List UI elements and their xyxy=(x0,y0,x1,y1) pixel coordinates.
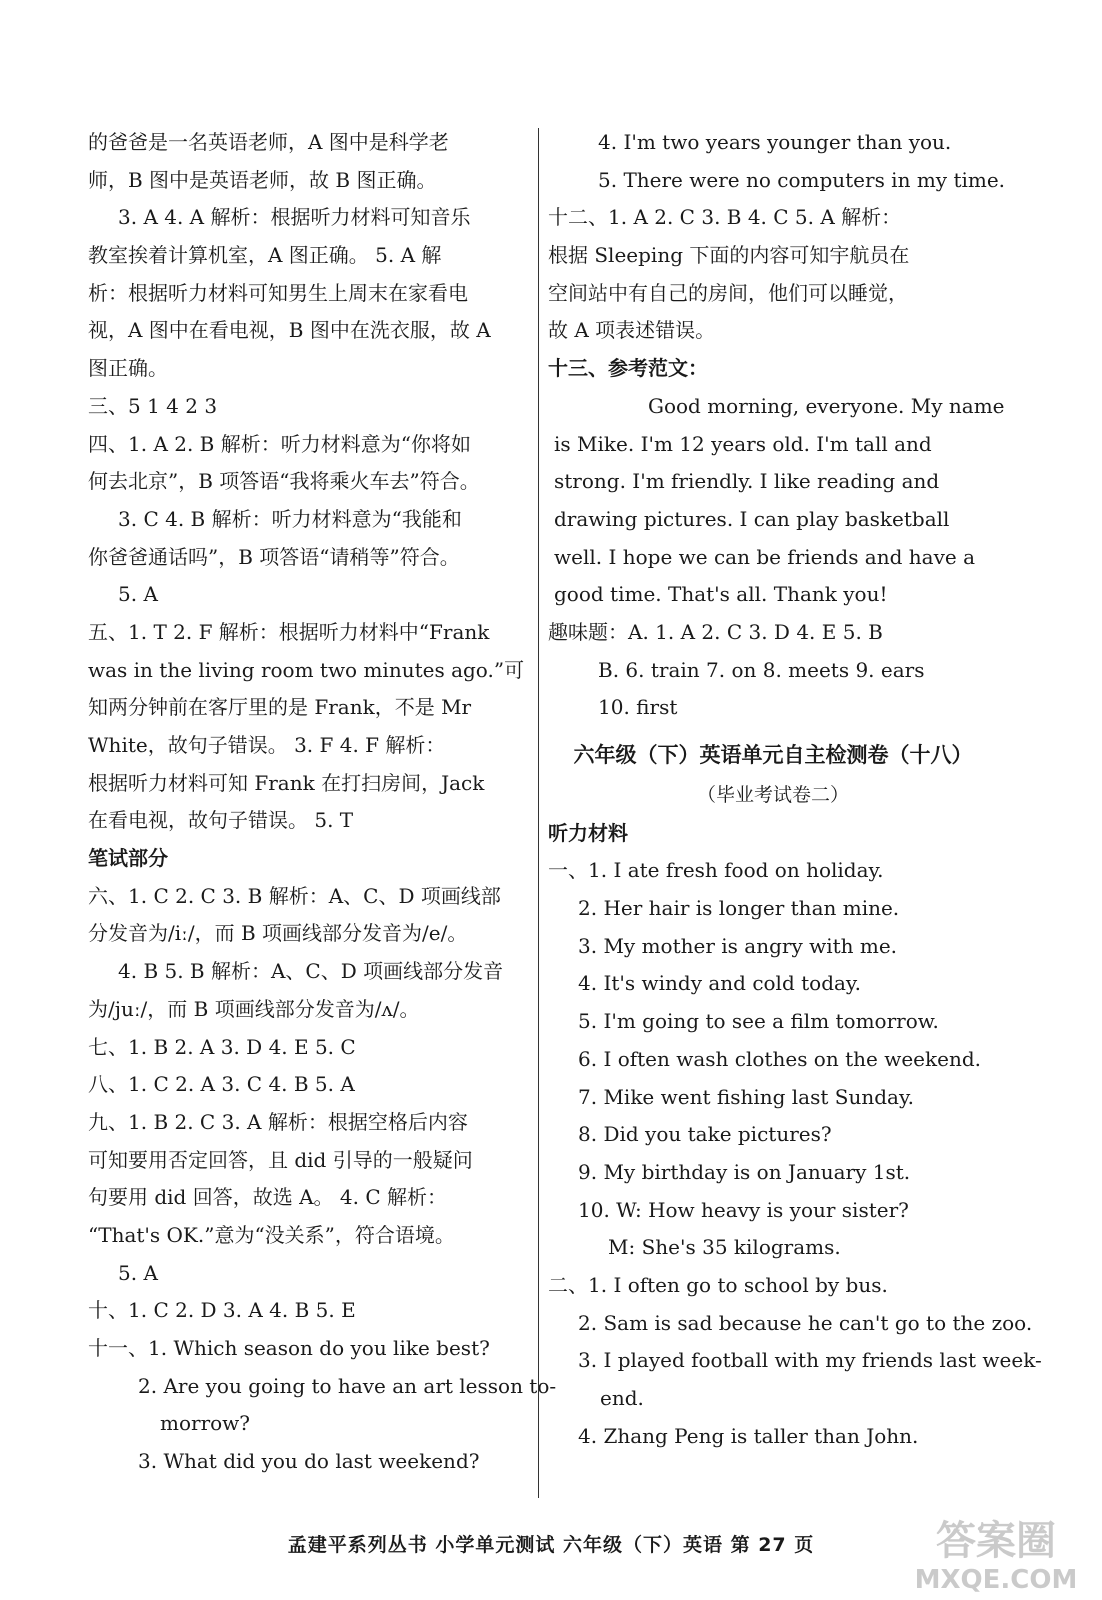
text-line: 2. Are you going to have an art lesson to- xyxy=(138,1373,557,1398)
left-column xyxy=(88,124,557,1481)
essay-line: good time. That's all. Thank you! xyxy=(554,582,888,607)
text-line: 空间站中有自己的房间，他们可以睡觉， xyxy=(548,280,908,305)
section-heading: 听力材料 xyxy=(548,820,628,845)
text-line: M: She's 35 kilograms. xyxy=(608,1235,841,1260)
text-line: morrow? xyxy=(160,1411,251,1436)
right-column xyxy=(548,124,1042,1455)
text-line: 你爸爸通话吗”，B 项答语“请稍等”符合。 xyxy=(88,544,460,569)
text-line: 5. There were no computers in my time. xyxy=(598,167,1006,192)
text-line: 一、1. I ate fresh food on holiday. xyxy=(548,858,884,883)
text-line: 根据 Sleeping 下面的内容可知宇航员在 xyxy=(548,243,910,268)
text-line: 九、1. B 2. C 3. A 解析：根据空格后内容 xyxy=(88,1109,468,1134)
page-footer: 孟建平系列丛书 小学单元测试 六年级（下）英语 第 27 页 xyxy=(287,1534,815,1556)
text-line: end. xyxy=(600,1386,644,1410)
text-line: 4. B 5. B 解析：A、C、D 项画线部分发音 xyxy=(118,959,504,984)
text-line: 析：根据听力材料可知男生上周末在家看电 xyxy=(88,280,468,305)
text-line: 5. I'm going to see a film tomorrow. xyxy=(578,1009,939,1034)
text-line: 教室挨着计算机室，A 图正确。 5. A 解 xyxy=(88,243,442,268)
test-title: 六年级（下）英语单元自主检测卷（十八） xyxy=(573,743,973,767)
text-line: 的爸爸是一名英语老师，A 图中是科学老 xyxy=(88,130,449,154)
text-line: 七、1. B 2. A 3. D 4. E 5. C xyxy=(88,1034,356,1059)
text-line: 4. It's windy and cold today. xyxy=(578,971,861,996)
text-line: 根据听力材料可知 Frank 在打扫房间，Jack xyxy=(88,770,485,795)
text-line: 2. Sam is sad because he can't go to the zoo. xyxy=(578,1310,1033,1335)
text-line: White，故句子错误。 3. F 4. F 解析： xyxy=(88,733,446,757)
essay-line: strong. I'm friendly. I like reading and xyxy=(554,469,940,494)
text-line: 趣味题：A. 1. A 2. C 3. D 4. E 5. B xyxy=(548,619,883,644)
text-line: 6. I often wash clothes on the weekend. xyxy=(578,1046,981,1071)
text-line: 图正确。 xyxy=(88,356,168,381)
text-line: 为/juː/，而 B 项画线部分发音为/ʌ/。 xyxy=(88,996,420,1021)
text-line: 3. What did you do last weekend? xyxy=(138,1449,480,1474)
text-line: 9. My birthday is on January 1st. xyxy=(578,1159,911,1184)
text-line: 3. My mother is angry with me. xyxy=(578,933,898,958)
text-line: 三、5 1 4 2 3 xyxy=(88,393,218,418)
text-line: was in the living room two minutes ago.”可 xyxy=(88,657,525,682)
text-line: 3. C 4. B 解析：听力材料意为“我能和 xyxy=(118,506,462,531)
text-line: 10. first xyxy=(598,695,678,720)
text-line: 4. I'm two years younger than you. xyxy=(598,130,952,154)
text-line: “That's OK.”意为“没关系”，符合语境。 xyxy=(88,1222,455,1247)
text-line: B. 6. train 7. on 8. meets 9. ears xyxy=(598,657,925,682)
essay-line: Good morning, everyone. My name xyxy=(648,393,1005,418)
text-line: 7. Mike went fishing last Sunday. xyxy=(578,1084,914,1109)
text-line: 3. I played football with my friends last week- xyxy=(578,1348,1042,1373)
essay-line: well. I hope we can be friends and have a xyxy=(554,544,975,569)
text-line: 10. W: How heavy is your sister? xyxy=(578,1197,909,1222)
text-line: 8. Did you take pictures? xyxy=(578,1122,832,1147)
text-line: 4. Zhang Peng is taller than John. xyxy=(578,1423,919,1448)
column-divider xyxy=(538,128,539,1498)
text-line: 八、1. C 2. A 3. C 4. B 5. A xyxy=(88,1072,355,1097)
text-line: 二、1. I often go to school by bus. xyxy=(548,1272,888,1297)
essay-line: is Mike. I'm 12 years old. I'm tall and xyxy=(554,431,932,456)
text-line: 5. A xyxy=(118,582,158,607)
text-line: 3. A 4. A 解析：根据听力材料可知音乐 xyxy=(118,205,471,230)
text-line: 何去北京”，B 项答语“我将乘火车去”符合。 xyxy=(88,469,480,494)
text-line: 十二、1. A 2. C 3. B 4. C 5. A 解析： xyxy=(548,205,902,230)
text-line: 十一、1. Which season do you like best? xyxy=(88,1336,490,1360)
text-line: 可知要用否定回答，且 did 引导的一般疑问 xyxy=(88,1147,473,1172)
text-line: 知两分钟前在客厅里的是 Frank，不是 Mr xyxy=(88,695,472,720)
text-line: 视，A 图中在看电视，B 图中在洗衣服，故 A xyxy=(88,318,491,343)
section-heading: 笔试部分 xyxy=(88,846,168,871)
text-line: 句要用 did 回答，故选 A。 4. C 解析： xyxy=(88,1185,447,1210)
text-line: 六、1. C 2. C 3. B 解析：A、C、D 项画线部 xyxy=(88,883,501,908)
watermark-logo xyxy=(896,1506,1096,1596)
essay-line: drawing pictures. I can play basketball xyxy=(554,506,950,531)
text-line: 2. Her hair is longer than mine. xyxy=(578,896,900,921)
text-line: 五、1. T 2. F 解析：根据听力材料中“Frank xyxy=(88,619,490,644)
text-line: 5. A xyxy=(118,1260,158,1285)
text-line: 在看电视，故句子错误。 5. T xyxy=(88,808,354,833)
svg-text:MXQE.COM: MXQE.COM xyxy=(914,1565,1078,1595)
text-line: 十、1. C 2. D 3. A 4. B 5. E xyxy=(88,1298,356,1323)
section-heading: 十三、参考范文： xyxy=(548,356,708,381)
svg-text:答案圈: 答案圈 xyxy=(936,1518,1056,1564)
text-line: 分发音为/iː/，而 B 项画线部分发音为/e/。 xyxy=(88,921,468,946)
text-line: 四、1. A 2. B 解析：听力材料意为“你将如 xyxy=(88,431,471,456)
text-line: 师，B 图中是英语老师，故 B 图正确。 xyxy=(88,167,437,192)
text-line: 故 A 项表述错误。 xyxy=(548,318,716,343)
test-subtitle: （毕业考试卷二） xyxy=(696,784,849,806)
